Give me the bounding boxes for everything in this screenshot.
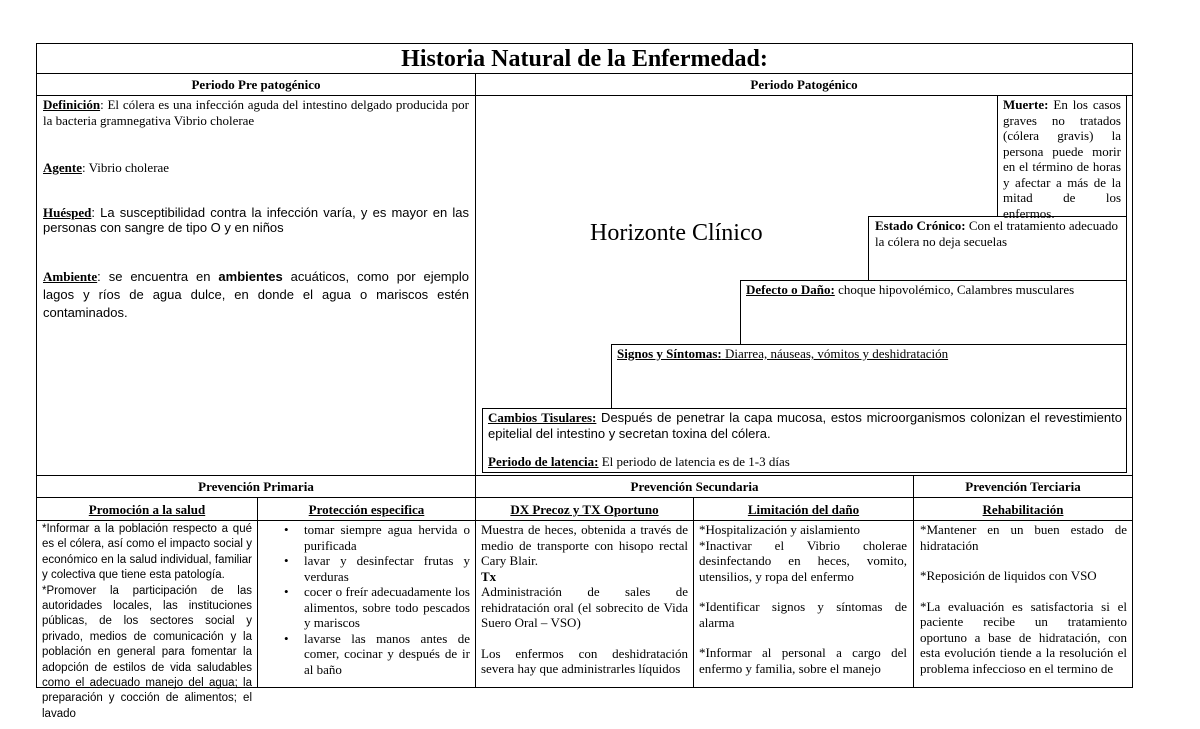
defecto-box — [746, 282, 1122, 298]
estado-cronico-label: Estado Crónico: — [875, 218, 966, 233]
limitacion-cell — [699, 522, 907, 686]
header-prevencion-primaria: Prevención Primaria — [198, 479, 314, 494]
page-title: Historia Natural de la Enfermedad: — [401, 46, 768, 72]
agente-label: Agente — [43, 160, 82, 175]
latencia-paragraph — [488, 454, 1122, 470]
rehabilitacion-p3: *La evaluación es satisfactoria si el paciente recibe un tratamiento oportuno a base de hidratación, con esta evolución tiende a la resolución el problema infeccioso en el termino de — [920, 598, 1127, 676]
latencia-text: El periodo de latencia es de 1-3 días — [598, 454, 790, 469]
subheader-proteccion: Protección especifica — [308, 502, 425, 517]
proteccion-cell — [264, 522, 470, 686]
muerte-box — [1003, 97, 1121, 221]
subheader-limitacion: Limitación del daño — [747, 502, 860, 517]
dx-p3: Los enfermos con deshidratación severa hay que administrarles líquidos — [481, 645, 688, 676]
signos-text: Diarrea, náuseas, vómitos y deshidratación — [721, 346, 949, 361]
promocion-p1: *Informar a la población respecto a qué es el cólera, así como el impacto social y económico en la salud individual, familiar y colectiva que tiene esta patología. — [42, 523, 252, 582]
horizonte-clinico-label: Horizonte Clínico — [590, 220, 763, 246]
ambiente-post: acuáticos, como por ejemplo lagos y ríos de agua dulce, en donde el agua o mariscos estén contaminados. — [43, 268, 469, 320]
huesped-text: : La susceptibilidad contra la infección varía, y es mayor en las personas con sangre de tipo O y en niños — [43, 204, 469, 235]
rehabilitacion-p1: *Mantener en un buen estado de hidratación — [920, 522, 1127, 553]
limitacion-p3: *Identificar signos y síntomas de alarma — [699, 599, 907, 630]
estado-cronico-text: Con el tratamiento adecuado la cólera no deja secuelas — [875, 218, 1118, 249]
tx-label: Tx — [481, 568, 497, 584]
estado-cronico-box — [875, 218, 1123, 249]
rehabilitacion-p2: *Reposición de liquidos con VSO — [920, 568, 1097, 583]
header-prevencion-terciaria: Prevención Terciaria — [965, 479, 1081, 494]
header-periodo-prepatogenico: Periodo Pre patogénico — [191, 77, 321, 92]
proteccion-item: • cocer o freír adecuadamente los alimentos, sobre todo pescados y mariscos — [304, 584, 470, 631]
latencia-label: Periodo de latencia: — [488, 454, 599, 469]
muerte-label: Muerte: — [1003, 97, 1049, 112]
defecto-label: Defecto o Daño: — [746, 282, 835, 297]
limitacion-p2: *Inactivar el Vibrio cholerae desinfectando en heces, vomito, utensilios, y ropa del enfermo — [699, 537, 907, 584]
agente-paragraph — [43, 160, 469, 176]
cambios-paragraph — [488, 410, 1122, 442]
proteccion-item: • lavar y desinfectar frutas y verduras — [304, 553, 470, 584]
defecto-text: choque hipovolémico, Calambres musculares — [834, 282, 1075, 297]
signos-label: Signos y Síntomas: — [617, 346, 722, 361]
ambiente-paragraph — [43, 268, 469, 322]
agente-text: : Vibrio cholerae — [82, 160, 170, 175]
limitacion-p4: *Informar al personal a cargo del enfermo y familia, sobre el manejo — [699, 645, 907, 676]
dx-tx-cell — [481, 522, 688, 686]
rehabilitacion-cell — [920, 522, 1127, 686]
huesped-paragraph — [43, 205, 469, 236]
header-prevencion-secundaria: Prevención Secundaria — [630, 479, 759, 494]
pre-patogenico-content — [43, 97, 469, 322]
limitacion-p1: *Hospitalización y aislamiento — [699, 522, 861, 537]
subheader-rehabilitacion: Rehabilitación — [982, 502, 1064, 517]
dx-p1: Muestra de heces, obtenida a través de medio de transporte con hisopo rectal Cary Blair. — [481, 522, 688, 568]
proteccion-item: • lavarse las manos antes de comer, cocinar y después de ir al baño — [304, 631, 470, 678]
cambios-box — [488, 410, 1122, 470]
huesped-label: Huésped — [43, 204, 92, 220]
subheader-promocion: Promoción a la salud — [88, 502, 206, 517]
proteccion-item: • tomar siempre agua hervida o purificada — [304, 522, 470, 553]
cambios-label: Cambios Tisulares: — [488, 410, 597, 425]
definicion-paragraph — [43, 97, 469, 128]
promocion-cell — [42, 522, 252, 720]
definicion-text: : El cólera es una infección aguda del intestino delgado producida por la bacteria gramnegativa Vibrio cholerae — [43, 97, 469, 128]
subheader-dx-tx: DX Precoz y TX Oportuno — [510, 502, 659, 517]
muerte-text: En los casos graves no tratados (cólera gravis) la persona puede morir en el término de horas y afectar a más de la mitad de los enfermos. — [1003, 97, 1121, 221]
ambiente-pre: : se encuentra en — [97, 268, 219, 284]
signos-box — [617, 346, 1122, 362]
promocion-p2: *Promover la participación de las autoridades locales, las instituciones públicas, de los sectores social y privado, medios de comunicación y la población en general para fomentar la adopción de estilos de vida saludables como el adecuado manejo del agua; la preparación y cocción de alimentos; el lavado — [42, 584, 252, 720]
header-periodo-patogenico: Periodo Patogénico — [750, 77, 858, 92]
dx-p2: Administración de sales de rehidratación oral (el sobrecito de Vida Suero Oral – VSO) — [481, 584, 688, 630]
ambiente-label: Ambiente — [43, 268, 98, 284]
cambios-text: Después de penetrar la capa mucosa, estos microorganismos colonizan el revestimiento epitelial del intestino y secretan toxina del cólera. — [488, 410, 1122, 441]
definicion-label: Definición — [43, 97, 101, 112]
ambiente-bold: ambientes — [218, 268, 283, 284]
proteccion-list — [264, 522, 470, 677]
